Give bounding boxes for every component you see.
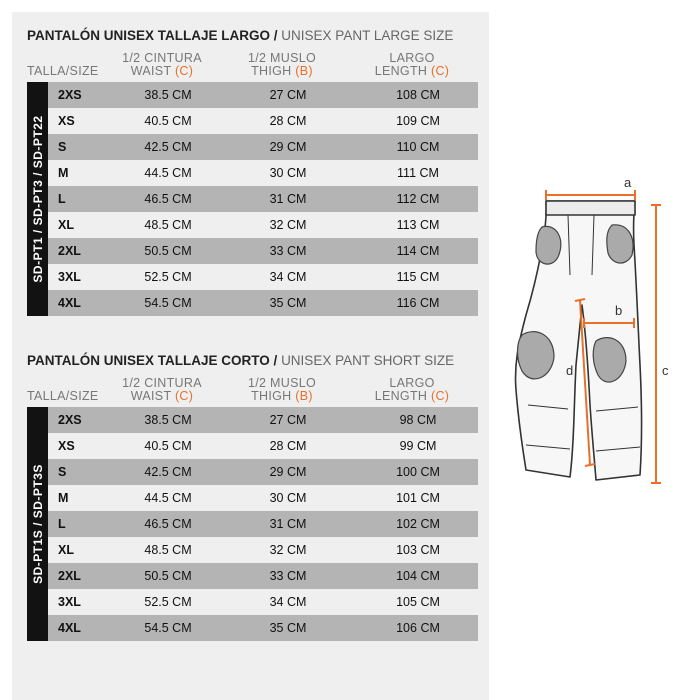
cell-waist: 42.5 CM	[144, 465, 192, 479]
cell-size: XS	[58, 114, 75, 128]
cell-size: S	[58, 140, 67, 154]
cell-size: 3XL	[58, 270, 81, 284]
title-separator: /	[273, 353, 278, 368]
table-row	[48, 212, 478, 238]
cell-thigh: 33 CM	[269, 569, 307, 583]
size-rows	[48, 82, 478, 316]
table-row	[48, 290, 478, 316]
cell-length: 104 CM	[396, 569, 440, 583]
table-row	[48, 537, 478, 563]
cell-length: 113 CM	[396, 218, 440, 232]
cell-length: 99 CM	[399, 439, 437, 453]
cell-thigh: 30 CM	[269, 166, 307, 180]
header-waist-en: WAIST	[130, 389, 172, 403]
cell-length: 98 CM	[399, 413, 437, 427]
table-row	[48, 186, 478, 212]
cell-length: 115 CM	[396, 270, 440, 284]
cell-size: 4XL	[58, 621, 81, 635]
table-row	[48, 459, 478, 485]
header-length-es: LARGO	[389, 51, 435, 65]
cell-thigh: 28 CM	[269, 114, 307, 128]
header-length	[352, 52, 472, 78]
dim-label-a: a	[624, 175, 632, 190]
cell-size: L	[58, 517, 66, 531]
cell-waist: 44.5 CM	[144, 491, 192, 505]
header-waist-en: WAIST	[130, 64, 172, 78]
cell-size: XL	[58, 543, 74, 557]
cell-length: 105 CM	[396, 595, 440, 609]
cell-thigh: 33 CM	[269, 244, 307, 258]
table-row	[48, 238, 478, 264]
cell-size: 2XL	[58, 244, 81, 258]
size-rows	[48, 407, 478, 641]
cell-thigh: 29 CM	[269, 465, 307, 479]
cell-waist: 50.5 CM	[144, 244, 192, 258]
header-length-es: LARGO	[389, 376, 435, 390]
header-thigh-code: (B)	[295, 64, 313, 78]
dim-label-d: d	[566, 363, 574, 378]
header-waist-code: (C)	[174, 389, 194, 403]
model-band	[27, 82, 48, 316]
model-codes: SD-PT1 / SD-PT3 / SD-PT22	[30, 115, 45, 283]
cell-waist: 44.5 CM	[144, 166, 192, 180]
table-row	[48, 485, 478, 511]
header-thigh	[227, 52, 337, 78]
table-row	[48, 511, 478, 537]
cell-length: 110 CM	[396, 140, 440, 154]
cell-waist: 48.5 CM	[144, 218, 192, 232]
cell-length: 108 CM	[396, 88, 440, 102]
header-thigh	[227, 377, 337, 403]
cell-length: 101 CM	[396, 491, 440, 505]
cell-size: M	[58, 491, 69, 505]
header-length-en: LENGTH	[374, 64, 428, 78]
table-row	[48, 264, 478, 290]
cell-thigh: 29 CM	[269, 140, 307, 154]
cell-waist: 48.5 CM	[144, 543, 192, 557]
pant-diagram	[508, 165, 693, 495]
title-en: UNISEX PANT SHORT SIZE	[281, 353, 455, 368]
table-row	[48, 160, 478, 186]
cell-length: 102 CM	[396, 517, 440, 531]
cell-size: 4XL	[58, 296, 81, 310]
cell-waist: 38.5 CM	[144, 413, 192, 427]
cell-size: M	[58, 166, 69, 180]
cell-length: 106 CM	[396, 621, 440, 635]
header-thigh-en: THIGH	[251, 389, 292, 403]
cell-thigh: 28 CM	[269, 439, 307, 453]
cell-thigh: 27 CM	[269, 413, 307, 427]
cell-waist: 46.5 CM	[144, 517, 192, 531]
header-thigh-es: 1/2 MUSLO	[247, 376, 316, 390]
size-chart-panel	[12, 12, 489, 700]
cell-waist: 54.5 CM	[144, 296, 192, 310]
header-length	[352, 377, 472, 403]
cell-length: 112 CM	[396, 192, 440, 206]
header-waist-es: 1/2 CINTURA	[122, 51, 202, 65]
header-length-en: LENGTH	[374, 389, 428, 403]
cell-thigh: 31 CM	[269, 517, 307, 531]
pant-measurement-icon	[508, 165, 693, 495]
header-length-code: (C)	[431, 64, 450, 78]
header-waist-code: (C)	[174, 64, 194, 78]
cell-waist: 54.5 CM	[144, 621, 192, 635]
cell-waist: 40.5 CM	[144, 114, 192, 128]
header-thigh-code: (B)	[295, 389, 313, 403]
header-length-code: (C)	[431, 389, 450, 403]
cell-length: 111 CM	[397, 166, 439, 180]
table-row	[48, 563, 478, 589]
header-size: TALLA/SIZE	[27, 389, 99, 403]
dim-label-b: b	[615, 303, 623, 318]
title-en: UNISEX PANT LARGE SIZE	[281, 28, 454, 43]
header-waist-es: 1/2 CINTURA	[122, 376, 202, 390]
cell-waist: 50.5 CM	[144, 569, 192, 583]
cell-waist: 46.5 CM	[144, 192, 192, 206]
cell-length: 116 CM	[396, 296, 440, 310]
model-band	[27, 407, 48, 641]
cell-length: 103 CM	[396, 543, 440, 557]
table-row	[48, 433, 478, 459]
cell-size: 3XL	[58, 595, 81, 609]
cell-size: 2XS	[58, 413, 82, 427]
cell-length: 100 CM	[396, 465, 440, 479]
header-waist	[107, 377, 217, 403]
title-es: PANTALÓN UNISEX TALLAJE CORTO	[27, 353, 270, 368]
dim-label-c: c	[662, 363, 669, 378]
table-row	[48, 407, 478, 433]
cell-size: 2XL	[58, 569, 81, 583]
cell-size: S	[58, 465, 67, 479]
cell-waist: 38.5 CM	[144, 88, 192, 102]
cell-thigh: 32 CM	[269, 543, 307, 557]
header-thigh-en: THIGH	[251, 64, 292, 78]
cell-length: 114 CM	[396, 244, 440, 258]
cell-thigh: 35 CM	[269, 621, 307, 635]
cell-waist: 52.5 CM	[144, 595, 192, 609]
cell-thigh: 34 CM	[269, 270, 307, 284]
section-title	[27, 28, 453, 43]
header-waist	[107, 52, 217, 78]
title-es: PANTALÓN UNISEX TALLAJE LARGO	[27, 28, 270, 43]
cell-waist: 42.5 CM	[144, 140, 192, 154]
table-row	[48, 108, 478, 134]
table-row	[48, 134, 478, 160]
table-row	[48, 589, 478, 615]
cell-thigh: 27 CM	[269, 88, 307, 102]
header-thigh-es: 1/2 MUSLO	[247, 51, 316, 65]
cell-waist: 52.5 CM	[144, 270, 192, 284]
cell-thigh: 30 CM	[269, 491, 307, 505]
section-title	[27, 353, 454, 368]
cell-size: 2XS	[58, 88, 82, 102]
header-size: TALLA/SIZE	[27, 64, 99, 78]
cell-waist: 40.5 CM	[144, 439, 192, 453]
title-separator: /	[273, 28, 278, 43]
cell-thigh: 34 CM	[269, 595, 307, 609]
cell-size: L	[58, 192, 66, 206]
model-codes: SD-PT1S / SD-PT3S	[30, 464, 45, 584]
table-row	[48, 82, 478, 108]
table-row	[48, 615, 478, 641]
cell-size: XL	[58, 218, 74, 232]
cell-thigh: 31 CM	[269, 192, 307, 206]
cell-size: XS	[58, 439, 75, 453]
cell-length: 109 CM	[396, 114, 440, 128]
cell-thigh: 35 CM	[269, 296, 307, 310]
cell-thigh: 32 CM	[269, 218, 307, 232]
